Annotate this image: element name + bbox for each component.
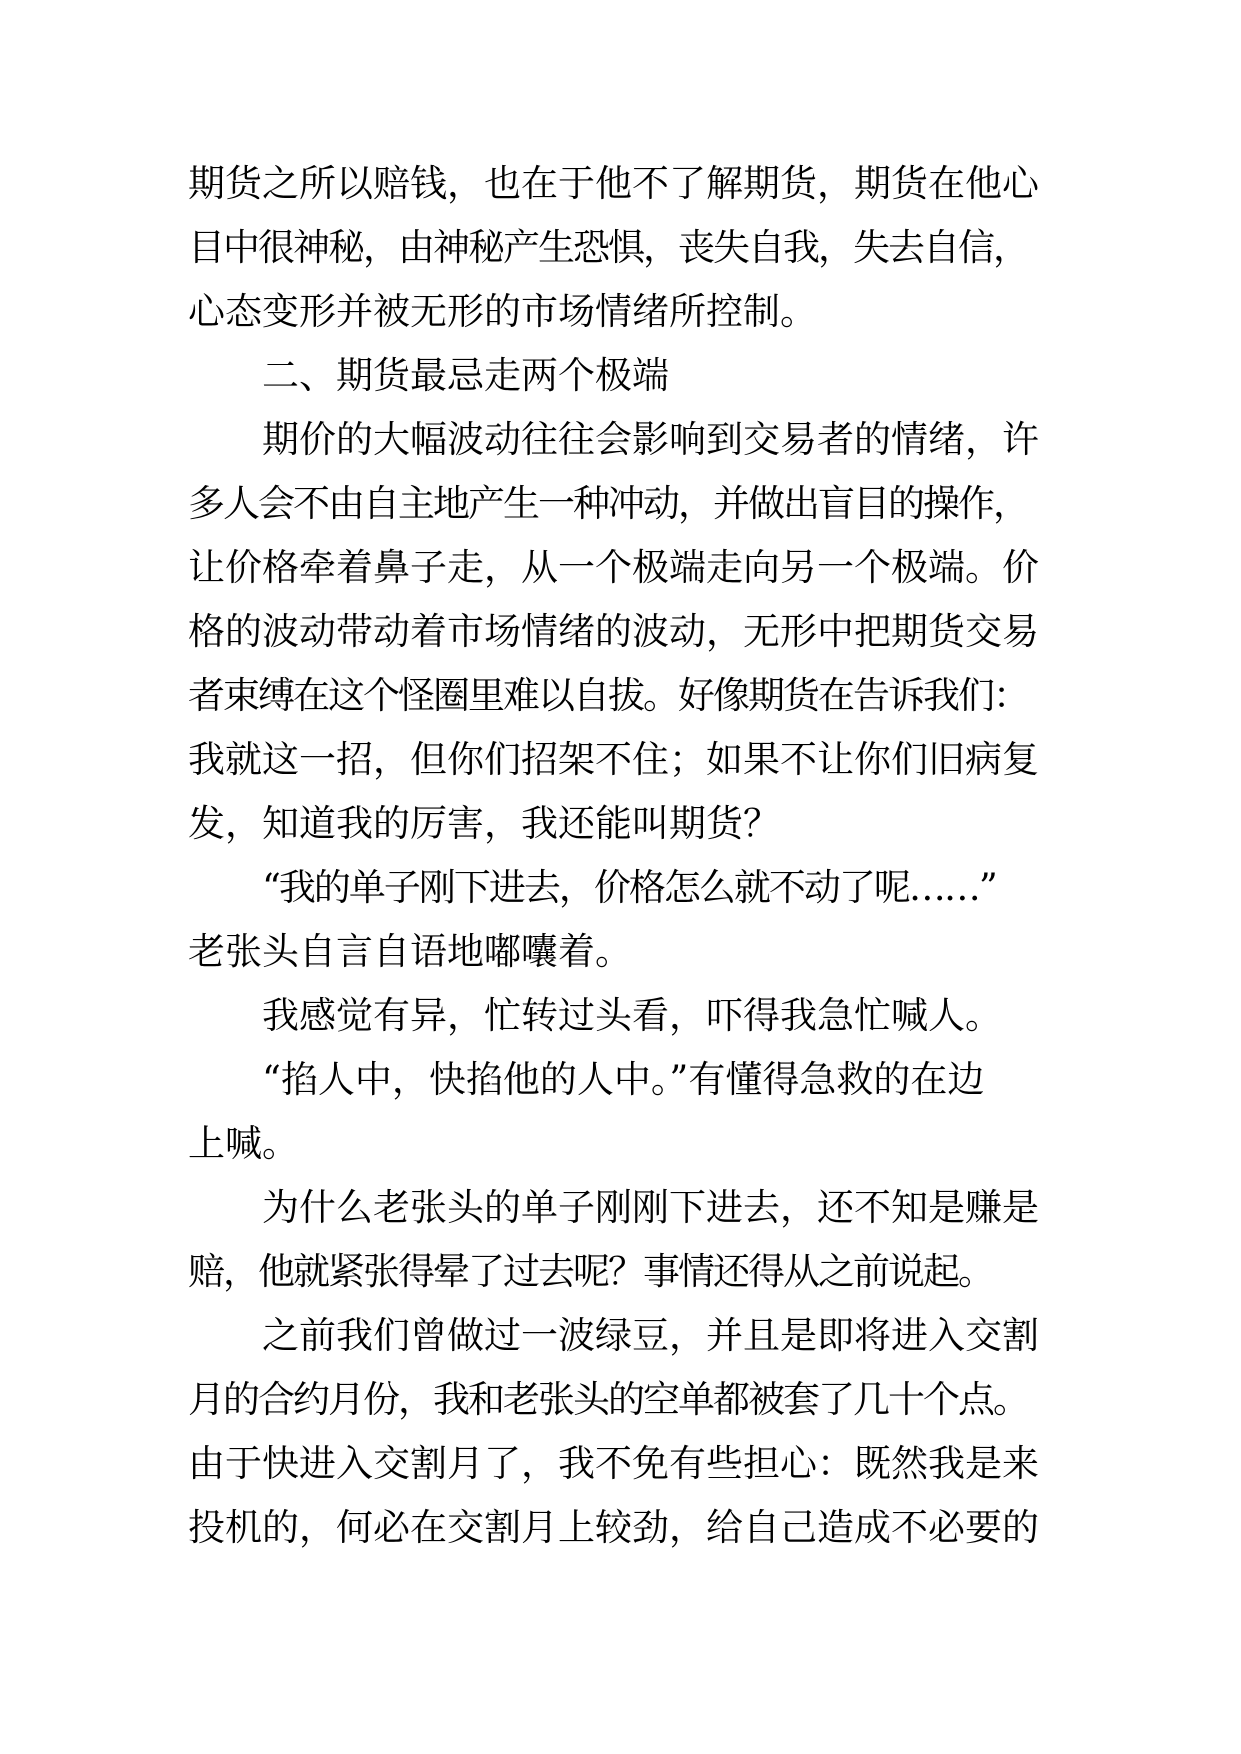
text-line: 上喊。 <box>188 1122 299 1165</box>
text-line: 为什么老张头的单子刚刚下进去，还不知是赚是 <box>262 1186 1039 1229</box>
text-line: 老张头自言自语地嘟囔着。 <box>188 930 632 973</box>
text-line: 由于快进入交割月了，我不免有些担心：既然我是来 <box>188 1442 1039 1485</box>
body-text <box>188 152 1050 1560</box>
text-line: 者束缚在这个怪圈里难以自拔。好像期货在告诉我们： <box>188 674 1028 717</box>
text-line: 期货之所以赔钱，也在于他不了解期货，期货在他心 <box>188 162 1039 205</box>
text-line: “掐人中，快掐他的人中。”有懂得急救的在边 <box>262 1058 985 1101</box>
text-line: 月的合约月份，我和老张头的空单都被套了几十个点。 <box>188 1378 1028 1421</box>
text-line: 让价格牵着鼻子走，从一个极端走向另一个极端。价 <box>188 546 1039 589</box>
text-line: 我就这一招，但你们招架不住；如果不让你们旧病复 <box>188 738 1039 781</box>
text-line: 格的波动带动着市场情绪的波动，无形中把期货交易 <box>188 610 1039 653</box>
section-heading: 二、期货最忌走两个极端 <box>262 354 669 397</box>
text-line: 心态变形并被无形的市场情绪所控制。 <box>188 290 817 333</box>
text-line: 我感觉有异，忙转过头看，吓得我急忙喊人。 <box>262 994 1002 1037</box>
text-line: 投机的，何必在交割月上较劲，给自己造成不必要的 <box>188 1506 1039 1549</box>
text-line: 目中很神秘，由神秘产生恐惧，丧失自我，失去自信， <box>188 226 1028 269</box>
text-line: 赔，他就紧张得晕了过去呢？事情还得从之前说起。 <box>188 1250 993 1293</box>
text-line: 期价的大幅波动往往会影响到交易者的情绪，许 <box>262 418 1039 461</box>
text-line: 多人会不由自主地产生一种冲动，并做出盲目的操作， <box>188 482 1028 525</box>
text-line: 之前我们曾做过一波绿豆，并且是即将进入交割 <box>262 1314 1039 1357</box>
text-line: 发，知道我的厉害，我还能叫期货？ <box>188 802 780 845</box>
text-line: “我的单子刚下进去，价格怎么就不动了呢……” <box>262 866 996 909</box>
